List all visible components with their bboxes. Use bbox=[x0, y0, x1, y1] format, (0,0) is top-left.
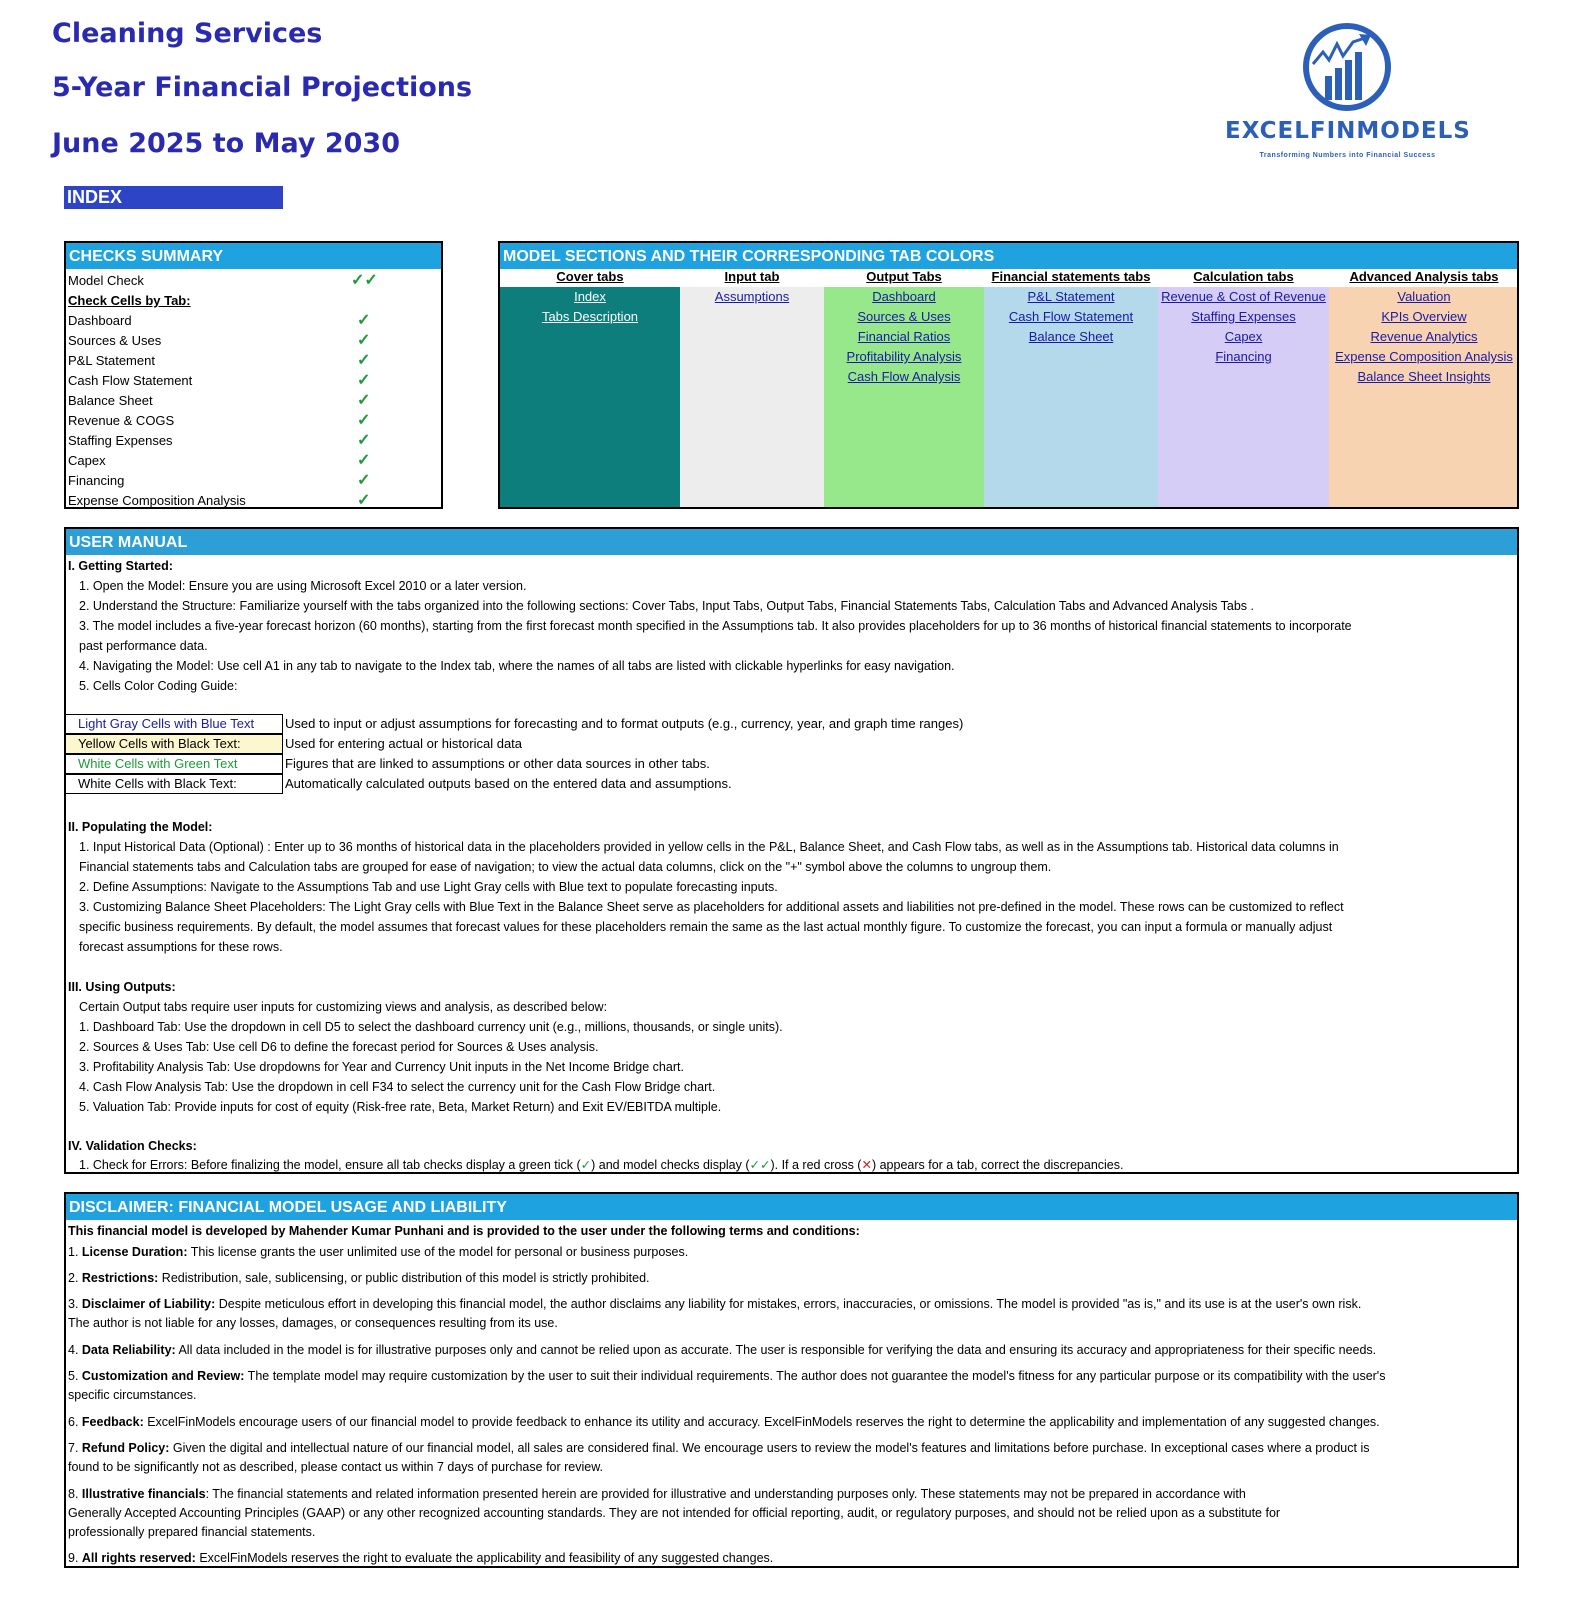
disclaimer-item-title: Feedback: bbox=[81, 1415, 144, 1429]
red-cross-icon: ✕ bbox=[861, 1158, 872, 1172]
disclaimer-item-title: Data Reliability: bbox=[81, 1343, 176, 1357]
title-company: Cleaning Services bbox=[52, 18, 323, 49]
legend-swatch: Light Gray Cells with Blue Text bbox=[65, 714, 283, 734]
model-sections-panel bbox=[498, 241, 1519, 509]
disclaimer-item-text: The template model may require customization by the user to suit their individual requirements. The author does not guarantee the model's fitness for any particular purpose or its compatibility with the user's bbox=[244, 1369, 1386, 1383]
disclaimer-item-text: This license grants the user unlimited use of the model for personal or business purposes. bbox=[187, 1245, 689, 1259]
tab-link[interactable]: Valuation bbox=[1397, 289, 1451, 304]
disclaimer-item: 9. All rights reserved: ExcelFinModels reserves the right to evaluate the applicability and feasibility of any suggested changes. bbox=[68, 1551, 774, 1565]
tab-link[interactable]: Index bbox=[574, 289, 606, 304]
disclaimer-item: 4. Data Reliability: All data included in the model is for illustrative purposes only and cannot be relied upon as accurate. The user is responsible for verifying the data and ensuring its accuracy and appropriateness for their specific needs. bbox=[68, 1343, 1377, 1357]
section-column-header: Financial statements tabs bbox=[991, 269, 1151, 284]
tab-link[interactable]: Revenue Analytics bbox=[1370, 329, 1478, 344]
check-row-label: Sources & Uses bbox=[68, 333, 162, 348]
disclaimer-item-title: Restrictions: bbox=[81, 1271, 159, 1285]
disclaimer-item-title: Customization and Review: bbox=[81, 1369, 245, 1383]
green-tick-icon: ✓ bbox=[580, 1158, 592, 1172]
green-tick-icon: ✓ bbox=[357, 432, 371, 449]
tab-link[interactable]: Capex bbox=[1224, 329, 1263, 344]
logo bbox=[1225, 18, 1470, 168]
green-tick-icon: ✓ bbox=[357, 452, 371, 469]
check-row-label: Staffing Expenses bbox=[68, 433, 173, 448]
disclaimer-item-text: : The financial statements and related information presented herein are provided for illustrative and understanding purposes only. These statements may not be prepared in accordance with bbox=[205, 1487, 1246, 1501]
populating-heading: II. Populating the Model: bbox=[68, 820, 213, 834]
populating-item: Financial statements tabs and Calculation tabs are grouped for ease of navigation; to view the actual data columns, click on the "+" symbol above the columns to ungroup them. bbox=[79, 860, 1052, 874]
populating-item: 3. Customizing Balance Sheet Placeholders: The Light Gray cells with Blue Text in the Balance Sheet serve as placeholders for additional assets and liabilities not pre-defined in the model. These rows can be customized to reflect bbox=[79, 900, 1344, 914]
section-column-header: Output Tabs bbox=[866, 269, 942, 284]
disclaimer-item-text: Redistribution, sale, sublicensing, or public distribution of this model is strictly prohibited. bbox=[158, 1271, 650, 1285]
using-outputs-item: 4. Cash Flow Analysis Tab: Use the dropdown in cell F34 to select the currency unit for the Cash Flow Bridge chart. bbox=[79, 1080, 716, 1094]
disclaimer-item-text: Despite meticulous effort in developing this financial model, the author disclaims any liability for mistakes, errors, inaccuracies, or omissions. The model is provided "as is," and its use is at the user's own risk. bbox=[215, 1297, 1362, 1311]
getting-started-item: past performance data. bbox=[79, 639, 208, 653]
validation-text: 1. Check for Errors: Before finalizing the model, ensure all tab checks display a green tick ( bbox=[79, 1158, 581, 1172]
disclaimer-item-cont: The author is not liable for any losses, damages, or consequences resulting from its use. bbox=[68, 1316, 558, 1330]
tab-link[interactable]: Cash Flow Statement bbox=[1008, 309, 1134, 324]
disclaimer-item: 1. License Duration: This license grants the user unlimited use of the model for personal or business purposes. bbox=[68, 1245, 689, 1259]
section-column-header: Advanced Analysis tabs bbox=[1349, 269, 1499, 284]
getting-started-item: 3. The model includes a five-year forecast horizon (60 months), starting from the first forecast month specified in the Assumptions tab. It also provides placeholders for up to 36 months of historical financial statements to incorporate bbox=[79, 619, 1352, 633]
disclaimer-item-cont: found to be significantly not as described, please contact us within 7 days of purchase for review. bbox=[68, 1460, 604, 1474]
tab-link[interactable]: Balance Sheet Insights bbox=[1357, 369, 1491, 384]
green-tick-icon: ✓ bbox=[357, 472, 371, 489]
disclaimer-item: 5. Customization and Review: The template model may require customization by the user to suit their individual requirements. The author does not guarantee the model's fitness for any particular purpose or its compatibility with the user's bbox=[68, 1369, 1386, 1383]
tab-link[interactable]: Tabs Description bbox=[541, 309, 639, 324]
check-row-label: Balance Sheet bbox=[68, 393, 153, 408]
double-tick-icon: ✓✓ bbox=[749, 1158, 771, 1172]
disclaimer-item-text: ExcelFinModels encourage users of our financial model to provide feedback to enhance its utility and accuracy. ExcelFinModels reserves the right to determine the applicability and implementation of any suggested changes. bbox=[143, 1415, 1380, 1429]
validation-text: ) appears for a tab, correct the discrepancies. bbox=[871, 1158, 1124, 1172]
check-row-label: Cash Flow Statement bbox=[68, 373, 193, 388]
populating-item: forecast assumptions for these rows. bbox=[79, 940, 283, 954]
green-tick-icon: ✓ bbox=[357, 352, 371, 369]
tab-link[interactable]: P&L Statement bbox=[1027, 289, 1115, 304]
populating-item: 2. Define Assumptions: Navigate to the Assumptions Tab and use Light Gray cells with Blue text to populate forecasting inputs. bbox=[79, 880, 778, 894]
disclaimer-item-text: Given the digital and intellectual nature of our financial model, all sales are considered final. We encourage users to review the model's features and limitations before purchase. In exceptional cases where a product is bbox=[169, 1441, 1370, 1455]
disclaimer-item-cont: professionally prepared financial statements. bbox=[68, 1525, 316, 1539]
disclaimer-item-cont: Generally Accepted Accounting Principles (GAAP) or any other recognized accounting standards. They are not intended for official reporting, audit, or regulatory purposes, and should not be relied upon as a substitute for bbox=[68, 1506, 1281, 1520]
disclaimer-item: 2. Restrictions: Redistribution, sale, sublicensing, or public distribution of this model is strictly prohibited. bbox=[68, 1271, 650, 1285]
model-check-label: Model Check bbox=[68, 273, 144, 288]
disclaimer-item-text: All data included in the model is for illustrative purposes only and cannot be relied upon as accurate. The user is responsible for verifying the data and ensuring its accuracy and appropriateness for their specific needs. bbox=[175, 1343, 1377, 1357]
disclaimer-title: DISCLAIMER: FINANCIAL MODEL USAGE AND LIABILITY bbox=[66, 1194, 1517, 1220]
getting-started-heading: I. Getting Started: bbox=[68, 559, 173, 573]
green-tick-icon: ✓ bbox=[357, 332, 371, 349]
user-manual-panel bbox=[64, 527, 1519, 1174]
disclaimer-intro: This financial model is developed by Mahender Kumar Punhani and is provided to the user under the following terms and conditions: bbox=[68, 1224, 860, 1238]
disclaimer-item-title: All rights reserved: bbox=[81, 1551, 196, 1565]
disclaimer-item: 6. Feedback: ExcelFinModels encourage users of our financial model to provide feedback to enhance its utility and accuracy. ExcelFinModels reserves the right to determine the applicability and implementation of any suggested changes. bbox=[68, 1415, 1380, 1429]
tab-link[interactable]: Balance Sheet bbox=[1028, 329, 1114, 344]
green-tick-icon: ✓ bbox=[357, 392, 371, 409]
using-outputs-item: 2. Sources & Uses Tab: Use cell D6 to define the forecast period for Sources & Uses analysis. bbox=[79, 1040, 599, 1054]
section-column-header: Cover tabs bbox=[556, 269, 624, 284]
section-column-header: Input tab bbox=[724, 269, 780, 284]
tab-link[interactable]: Expense Composition Analysis bbox=[1335, 349, 1513, 364]
using-outputs-intro: Certain Output tabs require user inputs for customizing views and analysis, as described below: bbox=[79, 1000, 608, 1014]
getting-started-item: 1. Open the Model: Ensure you are using Microsoft Excel 2010 or a later version. bbox=[79, 579, 527, 593]
disclaimer-item-cont: specific circumstances. bbox=[68, 1388, 197, 1402]
getting-started-item: 4. Navigating the Model: Use cell A1 in any tab to navigate to the Index tab, where the names of all tabs are listed with clickable hyperlinks for easy navigation. bbox=[79, 659, 955, 673]
legend-description: Used for entering actual or historical data bbox=[285, 736, 523, 751]
checks-summary-panel bbox=[64, 241, 443, 509]
tab-link[interactable]: Cash Flow Analysis bbox=[847, 369, 961, 384]
check-row-label: Revenue & COGS bbox=[68, 413, 175, 428]
title-projections: 5-Year Financial Projections bbox=[52, 72, 473, 103]
validation-heading: IV. Validation Checks: bbox=[68, 1139, 197, 1153]
green-tick-icon: ✓ bbox=[357, 492, 371, 509]
using-outputs-item: 1. Dashboard Tab: Use the dropdown in cell D5 to select the dashboard currency unit (e.g., millions, thousands, or single units). bbox=[79, 1020, 783, 1034]
validation-text: ). If a red cross ( bbox=[770, 1158, 862, 1172]
user-manual-title: USER MANUAL bbox=[66, 529, 1517, 555]
check-row-label: Capex bbox=[68, 453, 106, 468]
getting-started-item: 2. Understand the Structure: Familiarize yourself with the tabs organized into the following sections: Cover Tabs, Input Tabs, Output Tabs, Financial Statements Tabs, Calculation Tabs and Advanced Analysis Tabs . bbox=[79, 599, 1254, 613]
legend-swatch: White Cells with Black Text: bbox=[65, 774, 283, 794]
legend-description: Automatically calculated outputs based on the entered data and assumptions. bbox=[285, 776, 732, 791]
checks-summary-title: CHECKS SUMMARY bbox=[66, 243, 441, 269]
model-check-double-tick-icon: ✓✓ bbox=[351, 272, 378, 289]
section-color-column bbox=[680, 287, 824, 507]
disclaimer-item-title: Refund Policy: bbox=[81, 1441, 170, 1455]
tab-link[interactable]: KPIs Overview bbox=[1381, 309, 1467, 324]
index-label: INDEX bbox=[64, 186, 283, 209]
tab-link[interactable]: Profitability Analysis bbox=[846, 349, 962, 364]
section-column-header: Calculation tabs bbox=[1193, 269, 1294, 284]
model-sections-title: MODEL SECTIONS AND THEIR CORRESPONDING TAB COLORS bbox=[500, 243, 1517, 269]
disclaimer-item-title: License Duration: bbox=[81, 1245, 188, 1259]
tab-link[interactable]: Assumptions bbox=[714, 289, 790, 304]
disclaimer-item: 7. Refund Policy: Given the digital and intellectual nature of our financial model, all sales are considered final. We encourage users to review the model's features and limitations before purchase. In exceptional cases where a product is bbox=[68, 1441, 1370, 1455]
using-outputs-heading: III. Using Outputs: bbox=[68, 980, 176, 994]
green-tick-icon: ✓ bbox=[357, 312, 371, 329]
tab-link[interactable]: Dashboard bbox=[872, 289, 936, 304]
legend-swatch: Yellow Cells with Black Text: bbox=[65, 734, 283, 754]
disclaimer-item: 8. Illustrative financials: The financial statements and related information presented herein are provided for illustrative and understanding purposes only. These statements may not be prepared in accordance with bbox=[68, 1487, 1246, 1501]
tab-link[interactable]: Staffing Expenses bbox=[1191, 309, 1296, 324]
getting-started-item: 5. Cells Color Coding Guide: bbox=[79, 679, 238, 693]
validation-item bbox=[79, 1157, 1123, 1172]
disclaimer-item: 3. Disclaimer of Liability: Despite meticulous effort in developing this financial model, the author disclaims any liability for mistakes, errors, inaccuracies, or omissions. The model is provided "as is," and its use is at the user's own risk. bbox=[68, 1297, 1362, 1311]
using-outputs-item: 3. Profitability Analysis Tab: Use dropdowns for Year and Currency Unit inputs in the Net Income Bridge chart. bbox=[79, 1060, 684, 1074]
green-tick-icon: ✓ bbox=[357, 372, 371, 389]
green-tick-icon: ✓ bbox=[357, 412, 371, 429]
check-cells-by-tab-label: Check Cells by Tab: bbox=[68, 293, 191, 308]
tab-link[interactable]: Revenue & Cost of Revenue bbox=[1161, 289, 1326, 304]
check-row-label: Financing bbox=[68, 473, 125, 488]
legend-description: Used to input or adjust assumptions for forecasting and to format outputs (e.g., currency, year, and graph time ranges) bbox=[285, 716, 964, 731]
validation-text: ) and model checks display ( bbox=[591, 1158, 750, 1172]
disclaimer-panel bbox=[64, 1192, 1519, 1568]
tab-link[interactable]: Financing bbox=[1215, 349, 1272, 364]
using-outputs-item: 5. Valuation Tab: Provide inputs for cost of equity (Risk-free rate, Beta, Market Return) and Exit EV/EBITDA multiple. bbox=[79, 1100, 722, 1114]
check-row-label: Expense Composition Analysis bbox=[68, 493, 246, 508]
title-period: June 2025 to May 2030 bbox=[52, 128, 401, 159]
tab-link[interactable]: Financial Ratios bbox=[857, 329, 951, 344]
tab-link[interactable]: Sources & Uses bbox=[857, 309, 951, 324]
legend-swatch: White Cells with Green Text bbox=[65, 754, 283, 774]
populating-item: 1. Input Historical Data (Optional) : Enter up to 36 months of historical data in the placeholders provided in yellow cells in the P&L, Balance Sheet, and Cash Flow tabs, as well as in the Assumptions tab. Historical data columns in bbox=[79, 840, 1339, 854]
populating-item: specific business requirements. By default, the model assumes that forecast values for these placeholders remain the same as the last actual monthly figure. To customize the forecast, you can input a formula or manually adjust bbox=[79, 920, 1333, 934]
logo-tagline: Transforming Numbers into Financial Success bbox=[1259, 152, 1436, 159]
disclaimer-item-title: Illustrative financials bbox=[81, 1487, 206, 1501]
logo-name: EXCELFINMODELS bbox=[1225, 118, 1471, 144]
disclaimer-item-text: ExcelFinModels reserves the right to evaluate the applicability and feasibility of any suggested changes. bbox=[195, 1551, 774, 1565]
legend-description: Figures that are linked to assumptions or other data sources in other tabs. bbox=[285, 756, 710, 771]
check-row-label: P&L Statement bbox=[68, 353, 155, 368]
check-row-label: Dashboard bbox=[68, 313, 132, 328]
disclaimer-item-title: Disclaimer of Liability: bbox=[81, 1297, 216, 1311]
logo-chart-icon bbox=[1225, 18, 1470, 118]
